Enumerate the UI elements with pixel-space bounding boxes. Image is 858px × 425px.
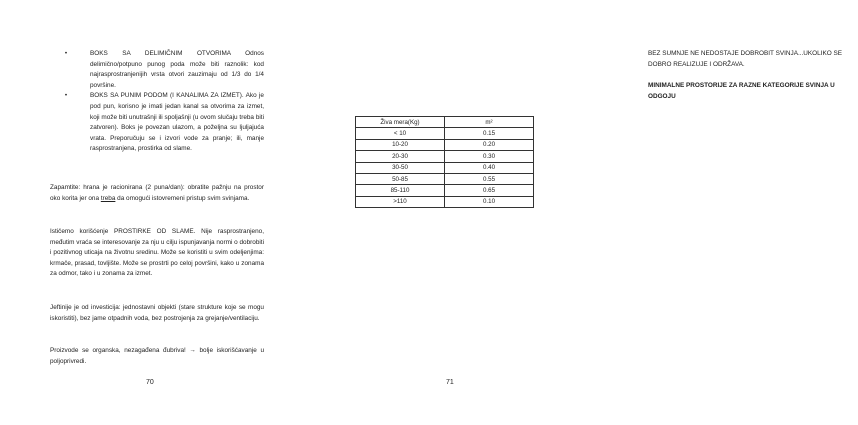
bullet-marker: •	[64, 50, 68, 57]
table-row	[356, 185, 534, 196]
table-cell-area: 0.65	[445, 185, 534, 196]
table-row	[356, 128, 534, 139]
page-number-left: 70	[146, 379, 154, 386]
paragraph-text: da omogući istovremeni pristup svim svinjama.	[115, 194, 250, 202]
right-page	[300, 0, 843, 425]
bullet-text: BOKS SA DELIMIČNIM OTVORIMA Odnos delimično/potpuno punog poda može biti raznolik: kod najrasprostranjenijih vrsta otvori zauzimaju od 1/3 do 1/4 površine.	[90, 50, 264, 89]
table-cell-area: 0.55	[445, 173, 534, 184]
bullet-list	[62, 49, 264, 155]
paragraph-zapamtite	[50, 183, 264, 204]
list-item	[62, 91, 264, 155]
table-cell-area: 0.10	[445, 196, 534, 207]
table-cell-weight: 20-30	[356, 151, 445, 162]
table-cell-weight: 85-110	[356, 185, 445, 196]
paragraph-text: Zapamtite: hrana je racionirana (2 puna/dan): obratite pažnju na prostor oko korita jer ona	[50, 184, 264, 202]
table-cell-weight: 30-50	[356, 162, 445, 173]
column-header-weight: Živa mera(Kg)	[356, 117, 445, 128]
intro-text: BEZ SUMNJE NE NEDOSTAJE DOBROBIT SVINJA...UKOLIKO SE DOBRO REALIZUJE I ODRŽAVA.	[648, 50, 843, 68]
underlined-word: treba	[100, 194, 116, 202]
table-cell-area: 0.30	[445, 151, 534, 162]
paragraph-proizvode: Proizvode se organska, nezagađena đubriva! → bolje iskorišćavanje u poljoprivredi.	[50, 347, 264, 365]
list-item	[62, 49, 264, 91]
space-requirements-table	[355, 116, 534, 208]
table-cell-weight: 10-20	[356, 139, 445, 150]
table-heading: MINIMALNE PROSTORIJE ZA RAZNE KATEGORIJE SVINJA U ODGOJU	[648, 82, 835, 100]
paragraph-isticemo: Ističemo korišćenje PROSTIRKE OD SLAME. Nije rasprostranjeno, međutim vraća se interesovanje za nju u cilju ispunjavanja normi o dobrobiti i pozitivnog uticaja na životnu sredinu. Može se koristiti u svim odeljenjima: krmače, prasad, tovljište. Može se prostrti po celoj površini, kako u zonama za odmor, tako i u zonama za izmet.	[50, 228, 264, 278]
table-cell-weight: 50-85	[356, 173, 445, 184]
table-row	[356, 196, 534, 207]
table-cell-area: 0.20	[445, 139, 534, 150]
table-cell-area: 0.15	[445, 128, 534, 139]
column-header-area: m²	[445, 117, 534, 128]
table-cell-area: 0.40	[445, 162, 534, 173]
table-row	[356, 139, 534, 150]
table-row	[356, 151, 534, 162]
table-cell-weight: < 10	[356, 128, 445, 139]
table-row	[356, 173, 534, 184]
paragraph-jeftinije: Jeftinije je od investicija: jednostavni objekti (stare strukture koje se mogu iskoristiti), bez jame otpadnih voda, bez postrojenja za grejanje/ventilaciju.	[50, 304, 264, 322]
left-page	[0, 0, 300, 425]
table-cell-weight: >110	[356, 196, 445, 207]
table-header-row	[356, 117, 534, 128]
bullet-marker: •	[64, 92, 68, 100]
table-row	[356, 162, 534, 173]
bullet-text: BOKS SA PUNIM PODOM (I KANALIMA ZA IZMET). Ako je pod pun, korisno je imati jedan kanal sa otvorima za izmet, koji može biti unutrašnji ili spoljašnji (u ovom slučaju treba biti zatvoren). Boks je povezan ulazom, a poželjna su ljuljajuća vrata. Preporučuju se i izvori vode za pranje; ili, manje rasprostranjena, prostirka od slame.	[90, 92, 264, 153]
page-number-right: 71	[446, 379, 454, 386]
